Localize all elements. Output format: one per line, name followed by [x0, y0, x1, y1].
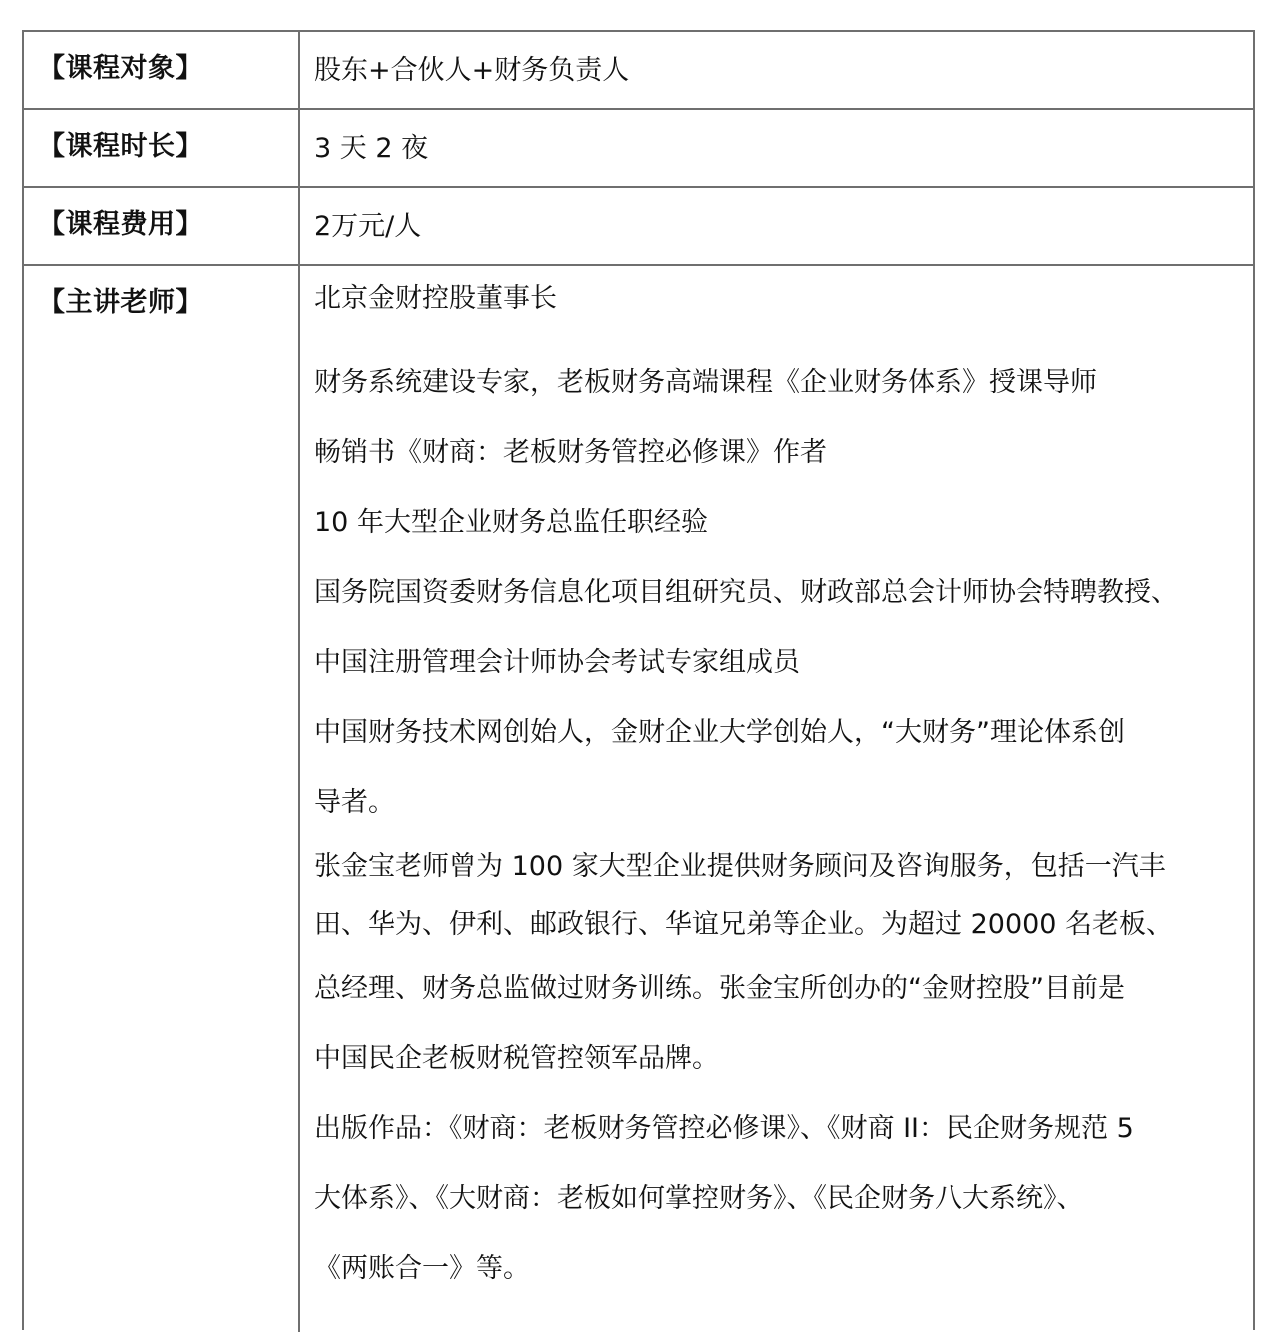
bio-line: 畅销书《财商：老板财务管控必修课》作者 [314, 437, 827, 468]
bio-line: 中国民企老板财税管控领军品牌。 [314, 1043, 719, 1074]
row-lecturer [24, 266, 1253, 1332]
bio-line: 张金宝老师曾为 100 家大型企业提供财务顾问及咨询服务，包括一汽丰 [314, 851, 1166, 882]
bio-line: 田、华为、伊利、邮政银行、华谊兄弟等企业。为超过 20000 名老板、 [314, 909, 1174, 940]
bio-line: 财务系统建设专家，老板财务高端课程《企业财务体系》授课导师 [314, 367, 1097, 398]
label-lecturer: 【主讲老师】 [38, 287, 203, 318]
label-course-audience: 【课程对象】 [38, 53, 203, 84]
lecturer-bio [314, 280, 1249, 1304]
course-info-table [22, 30, 1255, 1330]
label-course-duration: 【课程时长】 [38, 131, 203, 162]
bio-line: 大体系》、《大财商：老板如何掌控财务》、《民企财务八大系统》、 [314, 1183, 1084, 1214]
bio-line: 10 年大型企业财务总监任职经验 [314, 507, 708, 538]
bio-line: 《两账合一》等。 [314, 1253, 530, 1284]
bio-line: 中国财务技术网创始人，金财企业大学创始人，“大财务”理论体系创 [314, 717, 1125, 748]
row-course-audience [24, 32, 1253, 110]
label-course-fee: 【课程费用】 [38, 209, 203, 240]
row-course-duration [24, 110, 1253, 188]
bio-line: 中国注册管理会计师协会考试专家组成员 [314, 647, 800, 678]
bio-line: 北京金财控股董事长 [314, 283, 557, 314]
bio-line: 导者。 [314, 787, 395, 818]
value-course-fee: 2万元/人 [314, 211, 422, 242]
bio-line: 国务院国资委财务信息化项目组研究员、财政部总会计师协会特聘教授、 [314, 577, 1178, 608]
bio-line: 出版作品：《财商：老板财务管控必修课》、《财商 II：民企财务规范 5 [314, 1113, 1134, 1144]
value-course-audience: 股东+合伙人+财务负责人 [314, 55, 630, 86]
row-course-fee [24, 188, 1253, 266]
bio-line: 总经理、财务总监做过财务训练。张金宝所创办的“金财控股”目前是 [314, 973, 1125, 1004]
value-course-duration: 3 天 2 夜 [314, 133, 429, 164]
